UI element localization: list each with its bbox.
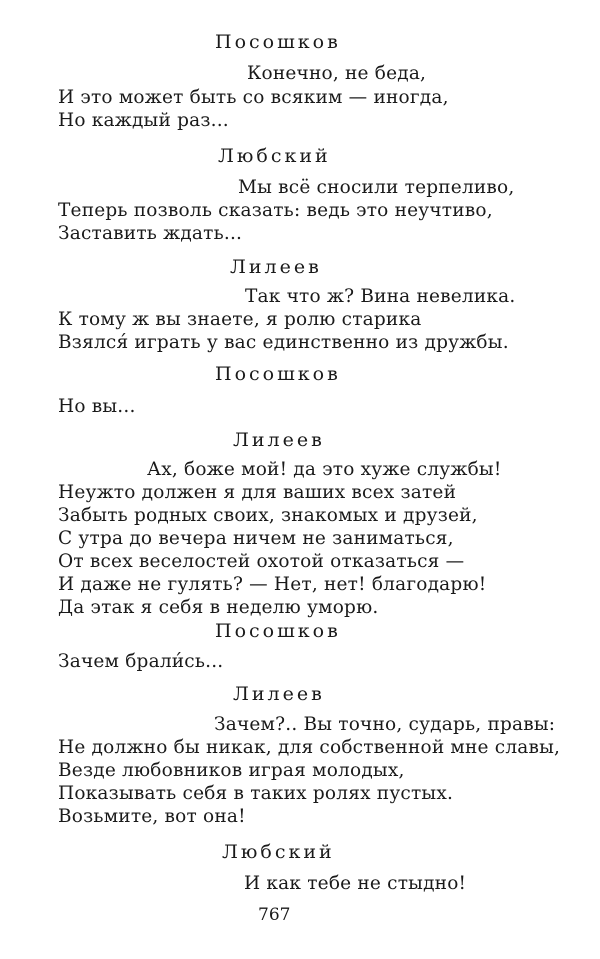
- verse-line: И даже не гулять? — Нет, нет! благодарю!: [58, 574, 487, 595]
- verse-line: Зачем?.. Вы точно, сударь, правы:: [214, 714, 556, 735]
- page-number: 767: [258, 905, 291, 925]
- verse-line: Но вы...: [58, 396, 136, 417]
- verse-line: Взялся́ играть у вас единственно из дружбы.: [58, 332, 509, 353]
- verse-line: И как тебе не стыдно!: [244, 873, 467, 894]
- verse-line: Не должно бы никак, для собственной мне славы,: [58, 737, 561, 758]
- speaker-name: Посошков: [215, 363, 341, 385]
- verse-line: Возьмите, вот она!: [58, 806, 246, 827]
- verse-line: Везде любовников играя молодых,: [58, 760, 405, 781]
- verse-line: Показывать себя в таких ролях пустых.: [58, 783, 454, 804]
- verse-line: Но каждый раз...: [58, 110, 229, 131]
- verse-line: Теперь позволь сказать: ведь это неучтиво,: [58, 200, 493, 221]
- speaker-name: Лилеев: [233, 429, 325, 451]
- speaker-name: Лилеев: [233, 683, 325, 705]
- verse-line: Мы всё сносили терпеливо,: [238, 177, 515, 198]
- verse-line: От всех веселостей охотой отказаться —: [58, 551, 465, 572]
- speaker-name: Посошков: [215, 31, 341, 53]
- verse-line: Заставить ждать...: [58, 223, 243, 244]
- verse-line: К тому ж вы знаете, я ролю старика: [58, 309, 422, 330]
- verse-line: Так что ж? Вина невелика.: [245, 286, 516, 307]
- speaker-name: Любский: [218, 145, 331, 167]
- verse-line: Зачем брали́сь...: [58, 651, 224, 672]
- verse-line: Ах, боже мой! да это хуже службы!: [147, 459, 502, 480]
- speaker-name: Лилеев: [230, 256, 322, 278]
- verse-line: Забыть родных своих, знакомых и друзей,: [58, 505, 478, 526]
- verse-line: С утра до вечера ничем не заниматься,: [58, 528, 454, 549]
- speaker-name: Любский: [222, 841, 335, 863]
- verse-line: Неужто должен я для ваших всех затей: [58, 482, 457, 503]
- verse-line: Конечно, не беда,: [247, 63, 427, 84]
- verse-line: Да этак я себя в неделю уморю.: [58, 597, 379, 618]
- speaker-name: Посошков: [215, 620, 341, 642]
- verse-line: И это может быть со всяким — иногда,: [58, 87, 449, 108]
